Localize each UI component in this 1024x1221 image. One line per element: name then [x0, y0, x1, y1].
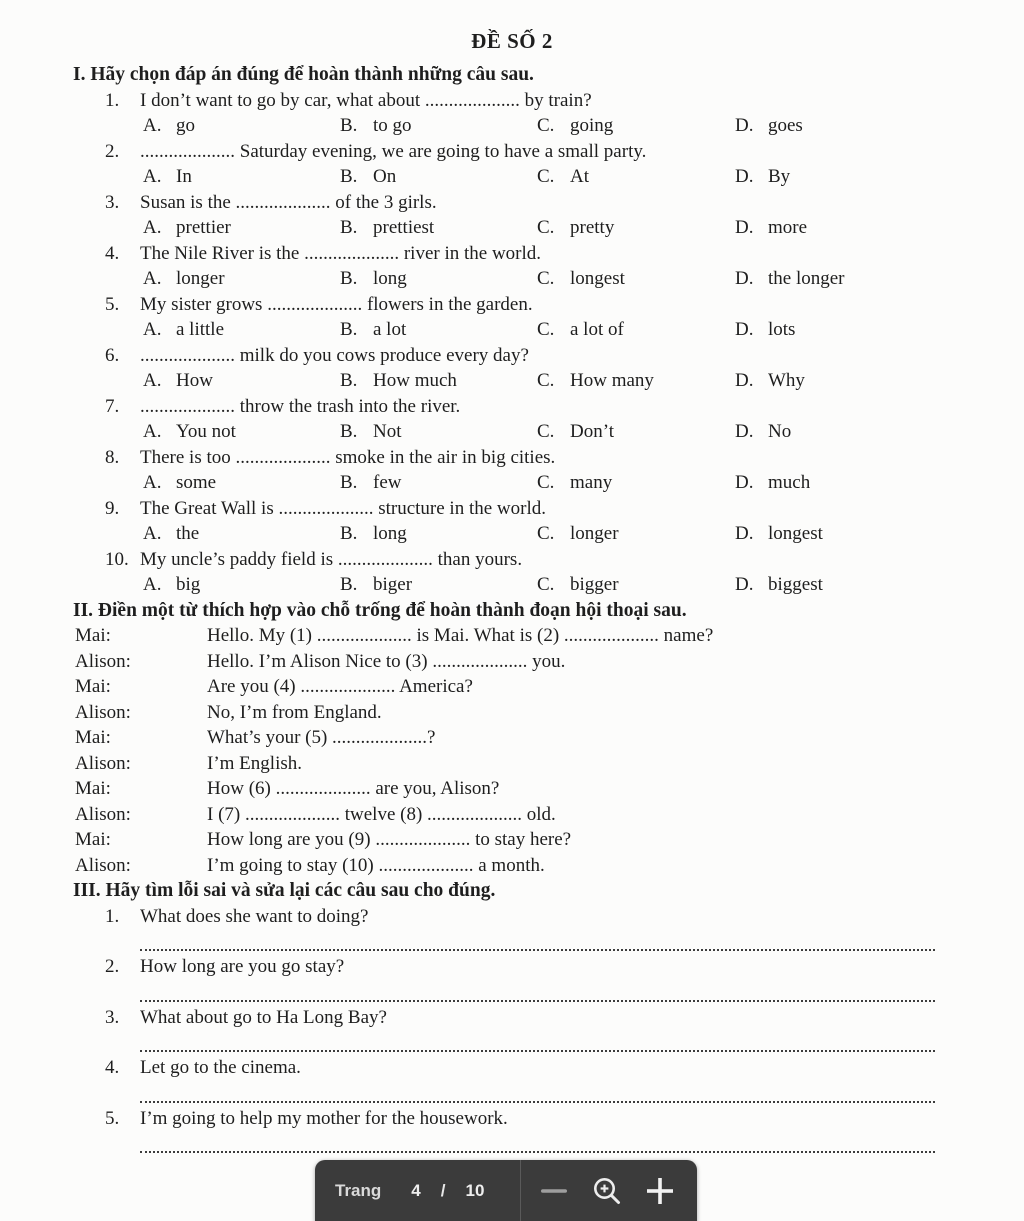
question-number: 3.: [105, 191, 120, 213]
option-c: [537, 215, 735, 241]
option-a: [143, 572, 340, 598]
option-letter: B.: [340, 319, 358, 340]
dialogue-text: I (7) .................... twelve (8) .................... old.: [207, 803, 556, 825]
dialogue-row: [75, 623, 1024, 649]
option-letter: D.: [735, 319, 754, 340]
option-d: [735, 113, 1024, 139]
option-text: longer: [176, 268, 225, 289]
item-text: What does she want to doing?: [140, 905, 369, 927]
question-number: 9.: [105, 497, 120, 519]
page-separator: /: [440, 1180, 446, 1200]
question-number: 4.: [105, 242, 120, 264]
answer-dotted-line: [140, 1030, 935, 1052]
question-text: I don’t want to go by car, what about .................... by train?: [140, 89, 592, 111]
option-text: prettiest: [373, 217, 435, 238]
option-letter: B.: [340, 574, 358, 595]
question-row: [105, 445, 1024, 471]
option-letter: B.: [340, 370, 358, 391]
option-text: How many: [570, 370, 654, 391]
option-letter: B.: [340, 421, 358, 442]
option-text: biggest: [768, 574, 823, 595]
options-row: [143, 215, 1024, 241]
question-row: [105, 547, 1024, 573]
zoom-in-button[interactable]: [643, 1174, 677, 1208]
zoom-out-button[interactable]: [537, 1174, 571, 1208]
question-text: .................... throw the trash into the river.: [140, 395, 461, 417]
option-b: [340, 368, 537, 394]
option-text: By: [768, 166, 791, 187]
question-row: [105, 241, 1024, 267]
option-d: [735, 317, 1024, 343]
option-letter: B.: [340, 523, 358, 544]
speaker-name: Alison:: [75, 650, 131, 672]
option-c: [537, 521, 735, 547]
option-text: How much: [373, 370, 457, 391]
option-letter: A.: [143, 574, 162, 595]
option-text: long: [373, 268, 407, 289]
option-d: [735, 572, 1024, 598]
option-b: [340, 572, 537, 598]
page-indicator: [315, 1160, 520, 1221]
dialogue-row: [75, 853, 1024, 879]
option-text: going: [570, 115, 614, 136]
option-letter: A.: [143, 472, 162, 493]
item-number: 3.: [105, 1006, 120, 1028]
option-letter: D.: [735, 523, 754, 544]
question-text: .................... milk do you cows produce every day?: [140, 344, 529, 366]
options-row: [143, 419, 1024, 445]
minus-icon: [537, 1174, 571, 1208]
option-letter: A.: [143, 217, 162, 238]
option-d: [735, 266, 1024, 292]
option-letter: B.: [340, 472, 358, 493]
item-text: How long are you go stay?: [140, 956, 345, 977]
dialogue-row: [75, 700, 1024, 726]
section-3-heading: III. Hãy tìm lỗi sai và sửa lại các câu sau cho đúng.: [73, 880, 496, 901]
option-letter: A.: [143, 268, 162, 289]
question-number: 10.: [105, 548, 129, 570]
option-letter: D.: [735, 217, 754, 238]
option-text: a lot of: [570, 319, 624, 340]
options-row: [143, 266, 1024, 292]
answer-dotted-line: [140, 980, 935, 1002]
dialogue-text: I’m going to stay (10) .................... a month.: [207, 854, 545, 876]
dialogue-row: [75, 827, 1024, 853]
dialogue-text: How long are you (9) .................... to stay here?: [207, 829, 572, 850]
speaker-name: Mai:: [75, 676, 111, 697]
option-c: [537, 368, 735, 394]
question-number: 6.: [105, 344, 120, 366]
option-text: more: [768, 217, 808, 238]
option-b: [340, 470, 537, 496]
dialogue-text: No, I’m from England.: [207, 701, 382, 723]
option-d: [735, 164, 1024, 190]
option-a: [143, 164, 340, 190]
option-letter: C.: [537, 268, 555, 289]
option-b: [340, 164, 537, 190]
pdf-viewer-toolbar: [315, 1160, 697, 1221]
option-letter: D.: [735, 115, 754, 136]
option-letter: D.: [735, 574, 754, 595]
option-b: [340, 113, 537, 139]
speaker-name: Alison:: [75, 803, 131, 825]
option-a: [143, 368, 340, 394]
option-letter: D.: [735, 268, 754, 289]
option-b: [340, 266, 537, 292]
option-text: many: [570, 472, 613, 493]
option-c: [537, 266, 735, 292]
option-text: longer: [570, 523, 619, 544]
option-b: [340, 317, 537, 343]
total-pages: 10: [465, 1180, 485, 1200]
question-text: The Nile River is the .................... river in the world.: [140, 242, 542, 264]
correction-item: [105, 904, 1024, 952]
option-text: a lot: [373, 319, 407, 340]
item-number: 1.: [105, 905, 120, 927]
option-text: go: [176, 115, 195, 136]
option-d: [735, 368, 1024, 394]
option-letter: D.: [735, 421, 754, 442]
dialogue-text: How (6) .................... are you, Alison?: [207, 778, 500, 799]
option-c: [537, 164, 735, 190]
option-d: [735, 521, 1024, 547]
option-text: much: [768, 472, 811, 493]
speaker-name: Alison:: [75, 752, 131, 774]
option-text: longest: [570, 268, 625, 289]
correction-item: [105, 1005, 1024, 1053]
question-text: The Great Wall is .................... structure in the world.: [140, 497, 547, 519]
item-number: 5.: [105, 1107, 120, 1129]
dialogue-text: I’m English.: [207, 752, 302, 774]
item-text: What about go to Ha Long Bay?: [140, 1006, 387, 1028]
question-row: [105, 88, 1024, 114]
option-text: a little: [176, 319, 225, 340]
option-letter: A.: [143, 115, 162, 136]
item-text: Let go to the cinema.: [140, 1057, 301, 1078]
question-text: My sister grows .................... flowers in the garden.: [140, 293, 533, 315]
option-c: [537, 572, 735, 598]
item-text: I’m going to help my mother for the housework.: [140, 1107, 508, 1129]
option-letter: C.: [537, 166, 555, 187]
option-text: You not: [176, 421, 236, 442]
option-b: [340, 215, 537, 241]
option-letter: C.: [537, 472, 555, 493]
dialogue-row: [75, 674, 1024, 700]
question-text: There is too .................... smoke in the air in big cities.: [140, 446, 556, 468]
option-text: bigger: [570, 574, 619, 595]
option-d: [735, 470, 1024, 496]
question-number: 2.: [105, 140, 120, 162]
question-number: 5.: [105, 293, 120, 315]
option-text: pretty: [570, 217, 615, 238]
section-2-heading: II. Điền một từ thích hợp vào chỗ trống để hoàn thành đoạn hội thoại sau.: [73, 599, 687, 621]
option-a: [143, 470, 340, 496]
option-text: the longer: [768, 268, 845, 289]
question-row: [105, 496, 1024, 522]
item-number: 2.: [105, 956, 120, 977]
answer-dotted-line: [140, 929, 935, 951]
option-text: Not: [373, 421, 402, 442]
option-text: On: [373, 166, 397, 187]
option-text: to go: [373, 115, 412, 136]
option-d: [735, 215, 1024, 241]
option-text: long: [373, 523, 407, 544]
zoom-controls: [521, 1160, 697, 1221]
dialogue-row: [75, 649, 1024, 675]
option-text: goes: [768, 115, 803, 136]
option-text: some: [176, 472, 217, 493]
speaker-name: Alison:: [75, 701, 131, 723]
option-letter: B.: [340, 268, 358, 289]
question-row: [105, 190, 1024, 216]
option-letter: B.: [340, 115, 358, 136]
options-row: [143, 521, 1024, 547]
option-a: [143, 419, 340, 445]
dialogue-row: [75, 802, 1024, 828]
option-c: [537, 419, 735, 445]
option-letter: C.: [537, 217, 555, 238]
option-text: big: [176, 574, 201, 595]
option-text: In: [176, 166, 192, 187]
option-text: How: [176, 370, 213, 391]
option-letter: A.: [143, 421, 162, 442]
option-letter: D.: [735, 472, 754, 493]
option-letter: D.: [735, 370, 754, 391]
option-letter: A.: [143, 319, 162, 340]
option-c: [537, 470, 735, 496]
options-row: [143, 572, 1024, 598]
option-letter: A.: [143, 523, 162, 544]
option-letter: C.: [537, 574, 555, 595]
option-b: [340, 521, 537, 547]
current-page-number[interactable]: 4: [411, 1180, 421, 1200]
option-letter: C.: [537, 115, 555, 136]
option-text: longest: [768, 523, 823, 544]
answer-dotted-line: [140, 1081, 935, 1103]
question-text: My uncle’s paddy field is .................... than yours.: [140, 548, 523, 570]
option-text: lots: [768, 319, 796, 340]
question-number: 8.: [105, 446, 120, 468]
page-label: Trang: [335, 1180, 382, 1200]
option-text: Don’t: [570, 421, 614, 442]
correction-item: [105, 1055, 1024, 1103]
zoom-tool-button[interactable]: [590, 1174, 624, 1208]
dialogue-row: [75, 776, 1024, 802]
correction-item: [105, 954, 1024, 1002]
option-letter: A.: [143, 166, 162, 187]
option-letter: C.: [537, 421, 555, 442]
option-b: [340, 419, 537, 445]
question-text: Susan is the .................... of the 3 girls.: [140, 191, 437, 213]
option-text: At: [570, 166, 589, 187]
option-text: prettier: [176, 217, 231, 238]
page-title: ĐỀ SỐ 2: [471, 29, 553, 53]
dialogue-row: [75, 751, 1024, 777]
item-number: 4.: [105, 1057, 120, 1078]
option-letter: C.: [537, 370, 555, 391]
option-letter: A.: [143, 370, 162, 391]
option-text: the: [176, 523, 200, 544]
options-row: [143, 113, 1024, 139]
dialogue-text: Are you (4) .................... America?: [207, 676, 473, 697]
dialogue-text: Hello. I’m Alison Nice to (3) .................... you.: [207, 650, 566, 672]
answer-dotted-line: [140, 1131, 935, 1153]
dialogue-text: What’s your (5) ....................?: [207, 727, 436, 748]
speaker-name: Mai:: [75, 727, 111, 748]
zoom-in-magnifier-icon: [590, 1174, 624, 1208]
options-row: [143, 317, 1024, 343]
options-row: [143, 164, 1024, 190]
option-letter: C.: [537, 319, 555, 340]
question-row: [105, 292, 1024, 318]
question-number: 1.: [105, 89, 120, 111]
option-a: [143, 113, 340, 139]
option-a: [143, 317, 340, 343]
option-a: [143, 215, 340, 241]
option-d: [735, 419, 1024, 445]
question-text: .................... Saturday evening, we are going to have a small party.: [140, 140, 647, 162]
speaker-name: Mai:: [75, 625, 111, 646]
option-a: [143, 521, 340, 547]
option-text: Why: [768, 370, 805, 391]
option-c: [537, 317, 735, 343]
question-row: [105, 139, 1024, 165]
options-row: [143, 470, 1024, 496]
option-c: [537, 113, 735, 139]
question-number: 7.: [105, 395, 120, 417]
option-letter: B.: [340, 166, 358, 187]
dialogue-row: [75, 725, 1024, 751]
speaker-name: Mai:: [75, 778, 111, 799]
question-row: [105, 394, 1024, 420]
speaker-name: Mai:: [75, 829, 111, 850]
question-row: [105, 343, 1024, 369]
option-letter: C.: [537, 523, 555, 544]
section-1-heading: I. Hãy chọn đáp án đúng để hoàn thành những câu sau.: [73, 64, 534, 85]
option-letter: B.: [340, 217, 358, 238]
plus-icon: [643, 1174, 677, 1208]
option-text: biger: [373, 574, 413, 595]
options-row: [143, 368, 1024, 394]
correction-item: [105, 1106, 1024, 1154]
option-letter: D.: [735, 166, 754, 187]
option-text: No: [768, 421, 792, 442]
speaker-name: Alison:: [75, 854, 131, 876]
dialogue-text: Hello. My (1) .................... is Mai. What is (2) .................... name?: [207, 625, 714, 646]
option-a: [143, 266, 340, 292]
option-text: few: [373, 472, 402, 493]
